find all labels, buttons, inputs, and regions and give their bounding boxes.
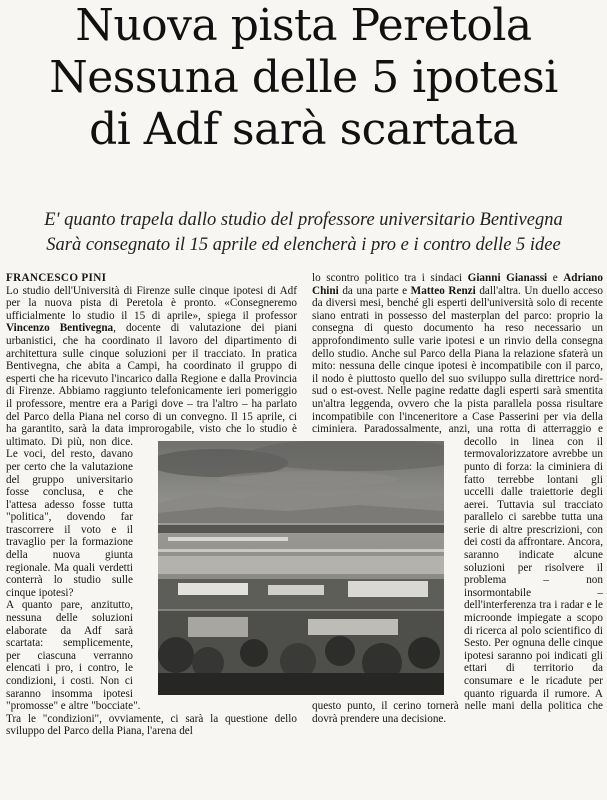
headline-line-3: di Adf sarà scartata (89, 104, 518, 155)
headline (0, 0, 607, 156)
person-name: Adriano Chini (312, 272, 603, 297)
person-name: Vincenzo Bentivegna (6, 322, 114, 335)
headline-line-1: Nuova pista Peretola (75, 0, 532, 51)
subheadline-line-2: Sarà consegnato il 15 aprile ed elencherà i pro e i contro delle 5 idee (46, 235, 561, 255)
photo-illustration (158, 441, 444, 695)
article-paragraph: lo scontro politico tra i sindaci Gianni Gianassi e Adriano Chini da una parte e Matteo Renzi dall'altra. Un duello acceso da diversi mesi, benché gli esperti dell'università solo di recente siano entrati in possesso del masterplan del parco: proprio la consegna di questo documento ha reso necessario un approfondimento sulle varie ipotesi e un rinvio della consegna dello studio. Anche sul Parco della Piana la relazione sfaterà un mito: nessuna delle cinque ipotesi è incompatibile con il parco, il nodo è piuttosto quello del suo sviluppo sulla direttrice nord-sud o est-ovest. Nelle pagine redatte dagli esperti sarà smentita un'altra leggenda, ovvero che la pista parallela possa risultare incompatibile con l'inceneritore a Case Passerini per via della ciminiera. Paradossalmente, anzi, una rotta di atterraggio e decollo in linea con il termovalorizzatore avrebbe un punto di forza: la ciminiera di fatto terrebbe lontani gli uccelli dalle traiettorie degli aerei. Tuttavia sul tracciato parallelo ci sarebbe tutta una serie di altre prescrizioni, con dei costi da affrontare. Ancora, saranno indicate alcune soluzioni per risolvere il problema – non insormontabile – dell'interferenza tra i radar e le microonde impiegate a scopo di ricerca al polo scientifico di Sesto. Per ognuna delle cinque ipotesi saranno poi indicati gli ettari di territorio da consumare e le ricadute per quanto riguarda il rumore. A questo punto, il cerino tornerà nelle mani della politica che dovrà prendere una decisione. (312, 272, 603, 725)
airport-landscape-photo (158, 441, 444, 695)
article-paragraph: Lo studio dell'Università di Firenze sulle cinque ipotesi di Adf per la nuova pista di Peretola è pronto. «Consegneremo ufficialmente lo studio il 15 di aprile», spiega il professor Vincenzo Bentivegna, docente di valutazione dei piani urbanistici, che ha coordinato il lavoro del dipartimento di architettura sulle cinque soluzioni per il tracciato. In pratica Bentivegna, che abita a Campi, ha coordinato il gruppo di esperti che ha ricevuto l'incarico dalla Regione e dalla Provincia di Firenze. Abbiamo raggiunto telefonicamente ieri pomeriggio il professore, mentre era a Parigi dove – tra l'altro – ha parlato del Parco della Piana nel corso di un convegno. Il 15 aprile, ci ha garantito, sarà la data improrogabile, visto che lo studio è ultimato. Di più, non dice. Le voci, del resto, davano per certo che la valutazione del gruppo universitario fosse conclusa, e che l'attesa adesso fosse tutta "politica", dovendo far trascorrere il voto e il travaglio per la formazione della nuova giunta regionale. Ma quali verdetti conterrà lo studio sulle cinque ipotesi? (6, 284, 297, 599)
subheadline-line-1: E' quanto trapela dallo studio del professore universitario Bentivegna (44, 210, 563, 230)
person-name: Matteo Renzi (410, 284, 476, 297)
byline: FRANCESCO PINI (6, 272, 107, 284)
headline-line-2: Nessuna delle 5 ipotesi (49, 52, 558, 103)
article-paragraph: A quanto pare, anzitutto, nessuna delle soluzioni elaborate da Adf sarà scartata: semplicemente, per ciascuna verranno elencati i pro, i contro, le condizioni, i costi. Non ci saranno insomma ipotesi "promosse" e altre "bocciate". (6, 599, 141, 713)
person-name: Gianni Gianassi (467, 272, 548, 284)
subheadline (0, 208, 607, 258)
article-paragraph: Tra le "condizioni", ovviamente, ci sarà la questione dello sviluppo del Parco della Piana, l'arena del (6, 712, 297, 738)
